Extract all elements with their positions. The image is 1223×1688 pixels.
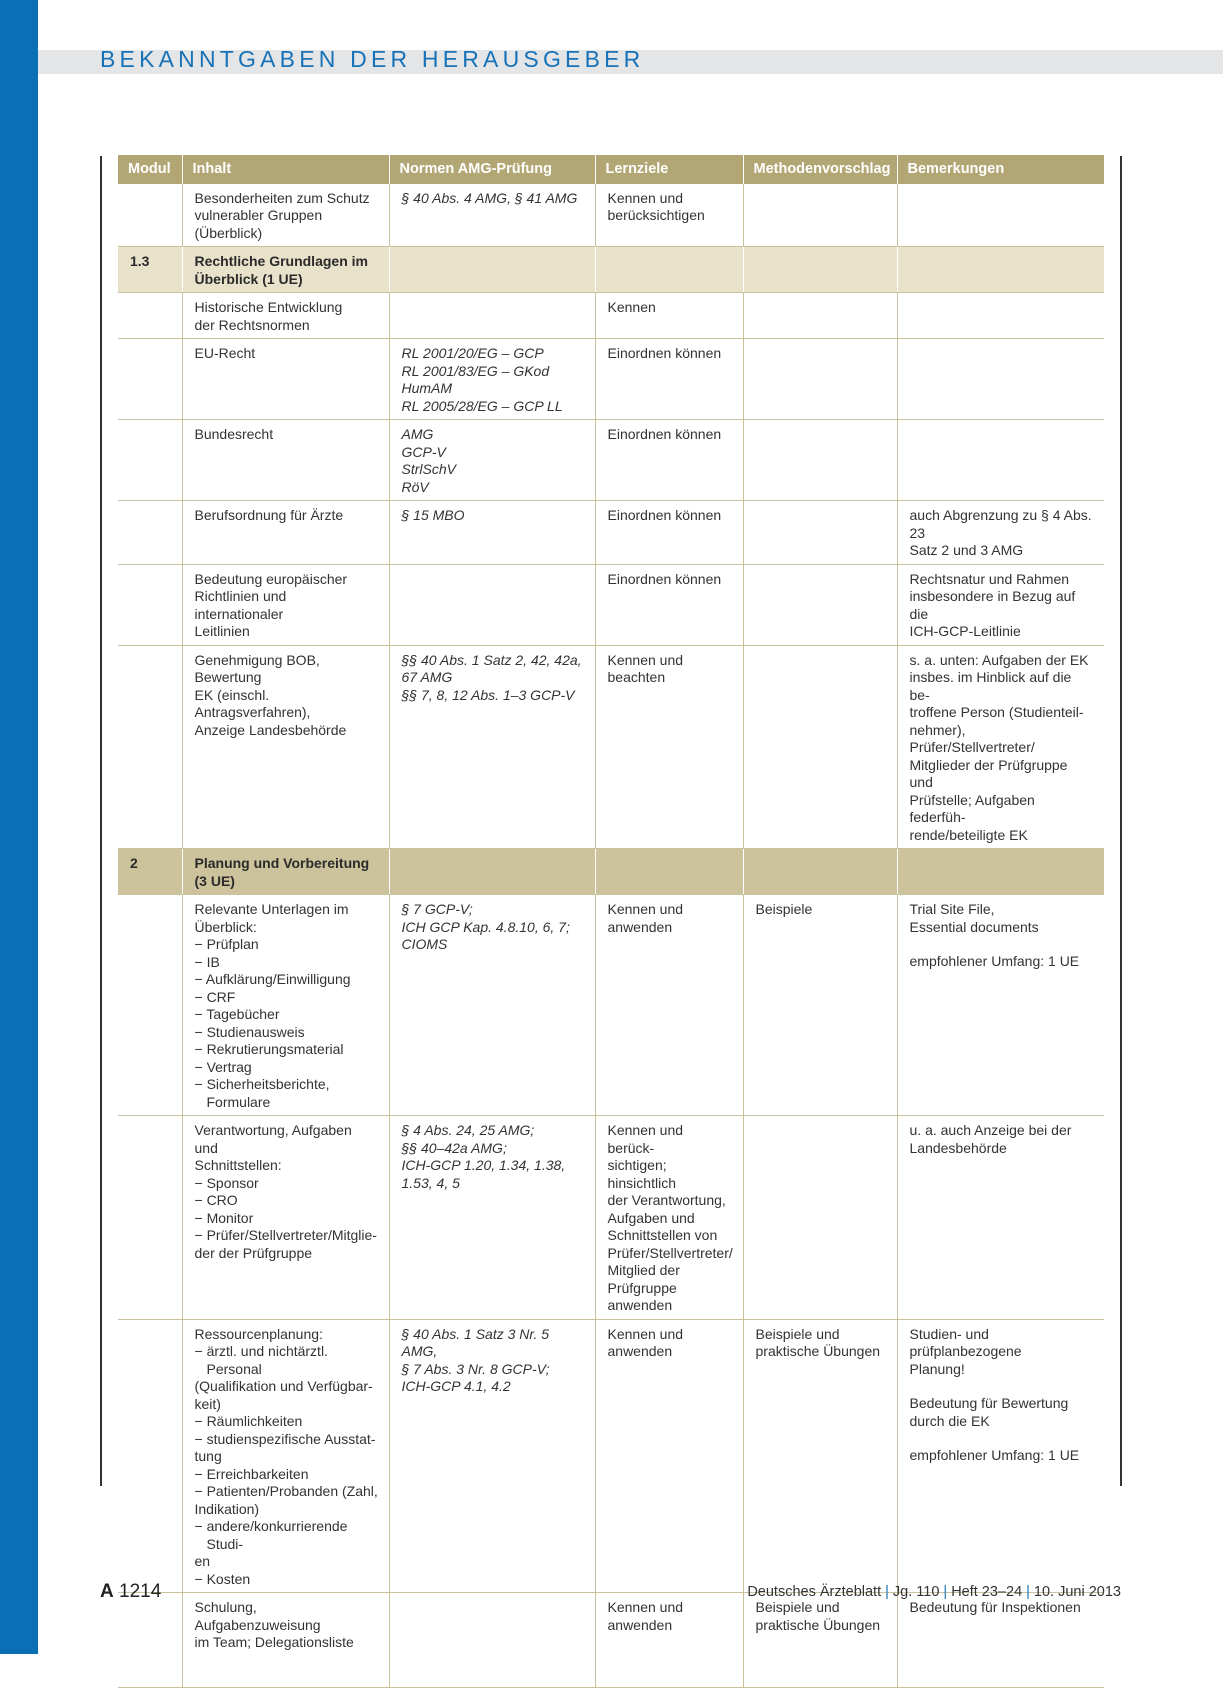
cell-text-line: troffene Person (Studienteil- [909, 704, 1084, 720]
cell-text-line: Rechtliche Grundlagen im [194, 253, 368, 269]
cell-text-line: u. a. auch Anzeige bei der [909, 1122, 1072, 1138]
cell-text-line: Kennen und [607, 1325, 684, 1342]
cell-text-line: − Rekrutierungsmaterial [194, 1041, 344, 1057]
cell-text-line: Einordnen können [607, 570, 722, 587]
methoden-cell [743, 564, 897, 645]
cell-text-line: Mitglied der Prüfgruppe [607, 1262, 680, 1296]
table-row [118, 895, 1104, 1116]
cell-text-line: Einordnen können [607, 426, 722, 442]
cell-text-line: auch Abgrenzung zu § 4 Abs. 23 [909, 507, 1092, 541]
cell-text-line: (3 UE) [194, 872, 235, 889]
lernziele-cell [595, 420, 743, 501]
cell-text-line: keit) [194, 1395, 221, 1412]
cell-text-line: § 40 Abs. 1 Satz 3 Nr. 5 AMG, [401, 1325, 550, 1359]
modul-cell [118, 849, 182, 895]
cell-text-line: − Räumlichkeiten [194, 1413, 303, 1429]
cell-text-line: Beispiele [755, 901, 813, 917]
cell-text: 2 [130, 855, 138, 871]
cell-text-line: Satz 2 und 3 AMG [909, 542, 1024, 558]
cell-text-line: Verantwortung, Aufgaben und [194, 1122, 352, 1156]
cell-text-line: 1.53, 4, 5 [401, 1174, 460, 1191]
bemerkungen-cell [897, 1593, 1104, 1688]
journal-volume: Jg. 110 [892, 1584, 940, 1600]
curriculum-table [118, 155, 1104, 1688]
cell-text-line: Genehmigung BOB, Bewertung [194, 651, 320, 685]
cell-text-line: durch die EK [909, 1412, 990, 1429]
table-row [118, 184, 1104, 247]
cell-text-line: (Qualifikation und Verfügbar- [194, 1378, 373, 1394]
separator: | [885, 1584, 889, 1600]
cell-text-line: § 7 GCP-V; [401, 901, 473, 917]
lernziele-cell [595, 1116, 743, 1320]
lernziele-cell [595, 184, 743, 247]
lernziele-cell [595, 247, 743, 293]
cell-text-line: − studienspezifische Ausstat- [194, 1430, 376, 1447]
methoden-cell [743, 849, 897, 895]
inhalt-cell [182, 1116, 389, 1320]
modul-cell [118, 247, 182, 293]
cell-text-line: Überblick (1 UE) [194, 270, 303, 287]
normen-cell [389, 645, 595, 849]
cell-text-line: − Tagebücher [194, 1006, 280, 1022]
cell-text-line: Kennen und [607, 651, 684, 668]
cell-text-line: Historische Entwicklung [194, 299, 343, 315]
journal-footer [747, 1584, 1121, 1600]
table-row [118, 339, 1104, 420]
cell-text-line: praktische Übungen [755, 1343, 881, 1359]
cell-text-line: Ressourcenplanung: [194, 1325, 323, 1342]
normen-cell [389, 1593, 595, 1688]
cell-text-line: Berufsordnung für Ärzte [194, 507, 344, 523]
cell-text-line: anwenden [607, 918, 673, 935]
cell-text-line [910, 1430, 1095, 1447]
cell-text-line: Beispiele und [755, 1325, 840, 1342]
cell-text-line: Schnittstellen: [194, 1157, 282, 1173]
cell-text-line: Besonderheiten zum Schutz [194, 189, 370, 206]
cell-text-line: der Verantwortung, [607, 1192, 726, 1208]
page-number [100, 1581, 161, 1603]
methoden-cell [743, 247, 897, 293]
cell-text-line: § 15 MBO [401, 507, 465, 523]
cell-text-line: StrlSchV [401, 461, 456, 477]
cell-text-line: Kennen [607, 299, 656, 315]
cell-text-line: Leitlinien [194, 623, 250, 639]
cell-text-line: − Studienausweis [194, 1023, 305, 1040]
bemerkungen-cell [897, 293, 1104, 339]
cell-text-line: anwenden [607, 1616, 673, 1633]
cell-text-line: − Aufklärung/Einwilligung [194, 971, 351, 987]
cell-text-line: Trial Site File, [909, 901, 995, 917]
column-header: Inhalt [182, 155, 389, 184]
page-number-value: 1214 [119, 1581, 162, 1602]
cell-text-line: beachten [607, 669, 666, 685]
inhalt-cell [182, 293, 389, 339]
table-header-row [118, 155, 1104, 184]
modul-cell [118, 339, 182, 420]
cell-text-line: § 7 Abs. 3 Nr. 8 GCP-V; [401, 1360, 550, 1377]
methoden-cell [743, 420, 897, 501]
table-row [118, 293, 1104, 339]
normen-cell [389, 1319, 595, 1593]
bemerkungen-cell [897, 564, 1104, 645]
normen-cell [389, 849, 595, 895]
lernziele-cell [595, 895, 743, 1116]
cell-text-line: Essential documents [909, 918, 1039, 935]
cell-text-line: − CRF [194, 988, 236, 1005]
modul-cell [118, 184, 182, 247]
modul-cell [118, 1593, 182, 1688]
cell-text-line: §§ 7, 8, 12 Abs. 1–3 GCP-V [401, 686, 575, 703]
bemerkungen-cell [897, 1116, 1104, 1320]
cell-text-line: − Kosten [194, 1570, 251, 1587]
cell-text-line: empfohlener Umfang: 1 UE [909, 953, 1080, 969]
column-header: Normen AMG-Prüfung [389, 155, 595, 184]
table-row [118, 1319, 1104, 1593]
separator: | [943, 1584, 948, 1600]
modul-cell [118, 293, 182, 339]
cell-text-line: ICH-GCP 1.20, 1.34, 1.38, [401, 1157, 566, 1173]
cell-text-line: RL 2001/83/EG – GKod [401, 362, 550, 379]
normen-cell [389, 420, 595, 501]
lernziele-cell [595, 339, 743, 420]
cell-text-line: Bedeutung für Bewertung [909, 1395, 1069, 1411]
methoden-cell [743, 645, 897, 849]
cell-text-line: EK (einschl. Antragsverfahren), [194, 686, 311, 720]
cell-text-line: RöV [401, 478, 429, 495]
cell-text-line: Einordnen können [607, 507, 722, 523]
cell-text-line: Kennen und [607, 1599, 684, 1615]
table-row [118, 1116, 1104, 1320]
methoden-cell [743, 184, 897, 247]
cell-text-line: ICH-GCP-Leitlinie [909, 623, 1021, 639]
cell-text-line: Beispiele und [755, 1599, 840, 1615]
lernziele-cell [595, 293, 743, 339]
column-header: Modul [118, 155, 182, 184]
cell-text-line: − andere/konkurrierende Studi- [194, 1518, 348, 1552]
cell-text-line [910, 1378, 1095, 1395]
cell-text-line: − Patienten/Probanden (Zahl, [194, 1483, 378, 1499]
cell-text-line: − Prüfplan [194, 936, 259, 952]
inhalt-cell [182, 184, 389, 247]
cell-text-line: RL 2005/28/EG – GCP LL [401, 397, 563, 414]
cell-text-line: anwenden [607, 1343, 673, 1359]
page-section-title: BEKANNTGABEN DER HERAUSGEBER [100, 46, 645, 72]
lernziele-cell [595, 645, 743, 849]
inhalt-cell [182, 420, 389, 501]
cell-text-line: GCP-V [401, 443, 446, 460]
cell-text-line: Rechtsnatur und Rahmen [909, 570, 1070, 587]
normen-cell [389, 247, 595, 293]
cell-text-line: Landesbehörde [909, 1139, 1007, 1156]
cell-text-line: rende/beteiligte EK [909, 826, 1028, 843]
cell-text-line: − Prüfer/Stellvertreter/Mitglie- [194, 1227, 377, 1243]
modul-cell [118, 501, 182, 565]
cell-text-line: anwenden [607, 1297, 673, 1313]
cell-text-line: §§ 40 Abs. 1 Satz 2, 42, 42a, [401, 651, 582, 668]
lernziele-cell [595, 501, 743, 565]
section-row [118, 247, 1104, 293]
normen-cell [389, 184, 595, 247]
section-row [118, 849, 1104, 895]
column-header: Bemerkungen [897, 155, 1104, 184]
cell-text-line: Prüfstelle; Aufgaben federfüh- [909, 791, 1035, 825]
cell-text-line: Indikation) [194, 1500, 260, 1517]
cell-text-line: Bedeutung für Inspektionen [909, 1599, 1081, 1615]
lernziele-cell [595, 1319, 743, 1593]
inhalt-cell [182, 849, 389, 895]
separator: | [1026, 1584, 1030, 1600]
cell-text-line: praktische Übungen [755, 1616, 881, 1633]
methoden-cell [743, 293, 897, 339]
cell-text-line: im Team; Delegationsliste [194, 1634, 354, 1650]
cell-text-line: − ärztl. und nichtärztl. Personal [194, 1343, 328, 1377]
inhalt-cell [182, 564, 389, 645]
cell-text-line: nehmer), Prüfer/Stellvertreter/ [909, 721, 1035, 755]
column-header: Lernziele [595, 155, 743, 184]
cell-text-line: s. a. unten: Aufgaben der EK [909, 651, 1089, 668]
cell-text-line: − Monitor [194, 1209, 254, 1226]
cell-text-line: AMG [401, 426, 434, 442]
normen-cell [389, 1116, 595, 1320]
cell-text-line: § 40 Abs. 4 AMG, § 41 AMG [401, 189, 578, 206]
cell-text-line: EU-Recht [194, 345, 256, 361]
cell-text-line: Bedeutung europäischer [194, 570, 348, 587]
bemerkungen-cell [897, 501, 1104, 565]
methoden-cell [743, 339, 897, 420]
inhalt-cell [182, 1319, 389, 1593]
methoden-cell [743, 501, 897, 565]
left-accent-bar [0, 0, 38, 1654]
cell-text-line: 67 AMG [401, 669, 453, 685]
inhalt-cell [182, 339, 389, 420]
cell-text-line: ICH-GCP 4.1, 4.2 [401, 1378, 511, 1394]
bemerkungen-cell [897, 849, 1104, 895]
cell-text-line: − Sicherheitsberichte, Formulare [194, 1076, 330, 1110]
cell-text-line: Aufgaben und [607, 1209, 695, 1226]
cell-text-line: §§ 40–42a AMG; [401, 1139, 507, 1156]
cell-text-line: der der Prüfgruppe [194, 1244, 313, 1261]
page-prefix: A [100, 1581, 114, 1602]
journal-issue: Heft 23–24 [951, 1584, 1023, 1600]
cell-text-line: en [194, 1553, 211, 1569]
cell-text-line: der Rechtsnormen [194, 316, 310, 333]
cell-text-line: RL 2001/20/EG – GCP [401, 345, 544, 361]
cell-text-line: Richtlinien und internationaler [194, 588, 287, 622]
cell-text-line: berücksichtigen [607, 207, 705, 223]
cell-text-line: Überblick: [194, 918, 257, 935]
modul-cell [118, 1319, 182, 1593]
bemerkungen-cell [897, 420, 1104, 501]
cell-text-line: − IB [194, 953, 220, 970]
methoden-cell [743, 895, 897, 1116]
bemerkungen-cell [897, 247, 1104, 293]
cell-text-line: Studien- und prüfplanbezogene [909, 1325, 1022, 1359]
cell-text-line: Schnittstellen von [607, 1227, 718, 1243]
left-rule [100, 156, 102, 1486]
cell-text-line: − CRO [194, 1192, 238, 1208]
methoden-cell [743, 1319, 897, 1593]
cell-text-line: tung [194, 1448, 222, 1464]
cell-text: 1.3 [130, 253, 150, 269]
right-rule [1120, 156, 1122, 1486]
cell-text-line: Kennen und [607, 901, 684, 917]
cell-text-line: Einordnen können [607, 345, 722, 361]
table-row [118, 501, 1104, 565]
cell-text-line: insbesondere in Bezug auf die [909, 588, 1076, 622]
cell-text-line: CIOMS [401, 936, 448, 952]
normen-cell [389, 293, 595, 339]
cell-text-line: Mitglieder der Prüfgruppe und [909, 756, 1068, 790]
cell-text-line: Kennen und [607, 189, 684, 206]
modul-cell [118, 895, 182, 1116]
cell-text-line: insbes. im Hinblick auf die be- [909, 669, 1072, 703]
journal-name: Deutsches Ärzteblatt [747, 1584, 882, 1600]
inhalt-cell [182, 645, 389, 849]
cell-text-line: vulnerabler Gruppen (Überblick) [194, 207, 323, 241]
column-header: Methodenvorschlag [743, 155, 897, 184]
methoden-cell [743, 1593, 897, 1688]
cell-text-line: Schulung, Aufgabenzuweisung [194, 1599, 321, 1633]
journal-date: 10. Juni 2013 [1033, 1584, 1121, 1600]
cell-text-line: Planung! [909, 1360, 965, 1377]
cell-text-line: ICH GCP Kap. 4.8.10, 6, 7; [401, 918, 570, 935]
bemerkungen-cell [897, 339, 1104, 420]
inhalt-cell [182, 895, 389, 1116]
modul-cell [118, 1116, 182, 1320]
cell-text-line: − Erreichbarkeiten [194, 1465, 309, 1482]
lernziele-cell [595, 564, 743, 645]
cell-text-line: § 4 Abs. 24, 25 AMG; [401, 1122, 535, 1138]
table-row [118, 1593, 1104, 1688]
table-row [118, 645, 1104, 849]
inhalt-cell [182, 247, 389, 293]
bemerkungen-cell [897, 895, 1104, 1116]
inhalt-cell [182, 501, 389, 565]
modul-cell [118, 564, 182, 645]
cell-text-line: − Vertrag [194, 1058, 252, 1075]
bemerkungen-cell [897, 184, 1104, 247]
cell-text-line: Bundesrecht [194, 426, 274, 442]
cell-text-line: Planung und Vorbereitung [194, 855, 370, 871]
lernziele-cell [595, 849, 743, 895]
cell-text-line: Kennen und berück- [607, 1122, 684, 1156]
cell-text-line: Relevante Unterlagen im [194, 901, 349, 917]
cell-text-line: Anzeige Landesbehörde [194, 721, 347, 738]
normen-cell [389, 501, 595, 565]
cell-text-line: − Sponsor [194, 1174, 259, 1191]
modul-cell [118, 420, 182, 501]
normen-cell [389, 339, 595, 420]
table-row [118, 420, 1104, 501]
lernziele-cell [595, 1593, 743, 1688]
normen-cell [389, 564, 595, 645]
inhalt-cell [182, 1593, 389, 1688]
modul-cell [118, 645, 182, 849]
table-row [118, 564, 1104, 645]
cell-text-line [910, 936, 1095, 953]
cell-text-line: HumAM [401, 380, 453, 396]
cell-text-line: Prüfer/Stellvertreter/ [607, 1244, 733, 1261]
bemerkungen-cell [897, 1319, 1104, 1593]
methoden-cell [743, 1116, 897, 1320]
bemerkungen-cell [897, 645, 1104, 849]
cell-text-line: empfohlener Umfang: 1 UE [909, 1447, 1080, 1463]
cell-text-line: sichtigen; hinsichtlich [607, 1157, 676, 1191]
normen-cell [389, 895, 595, 1116]
